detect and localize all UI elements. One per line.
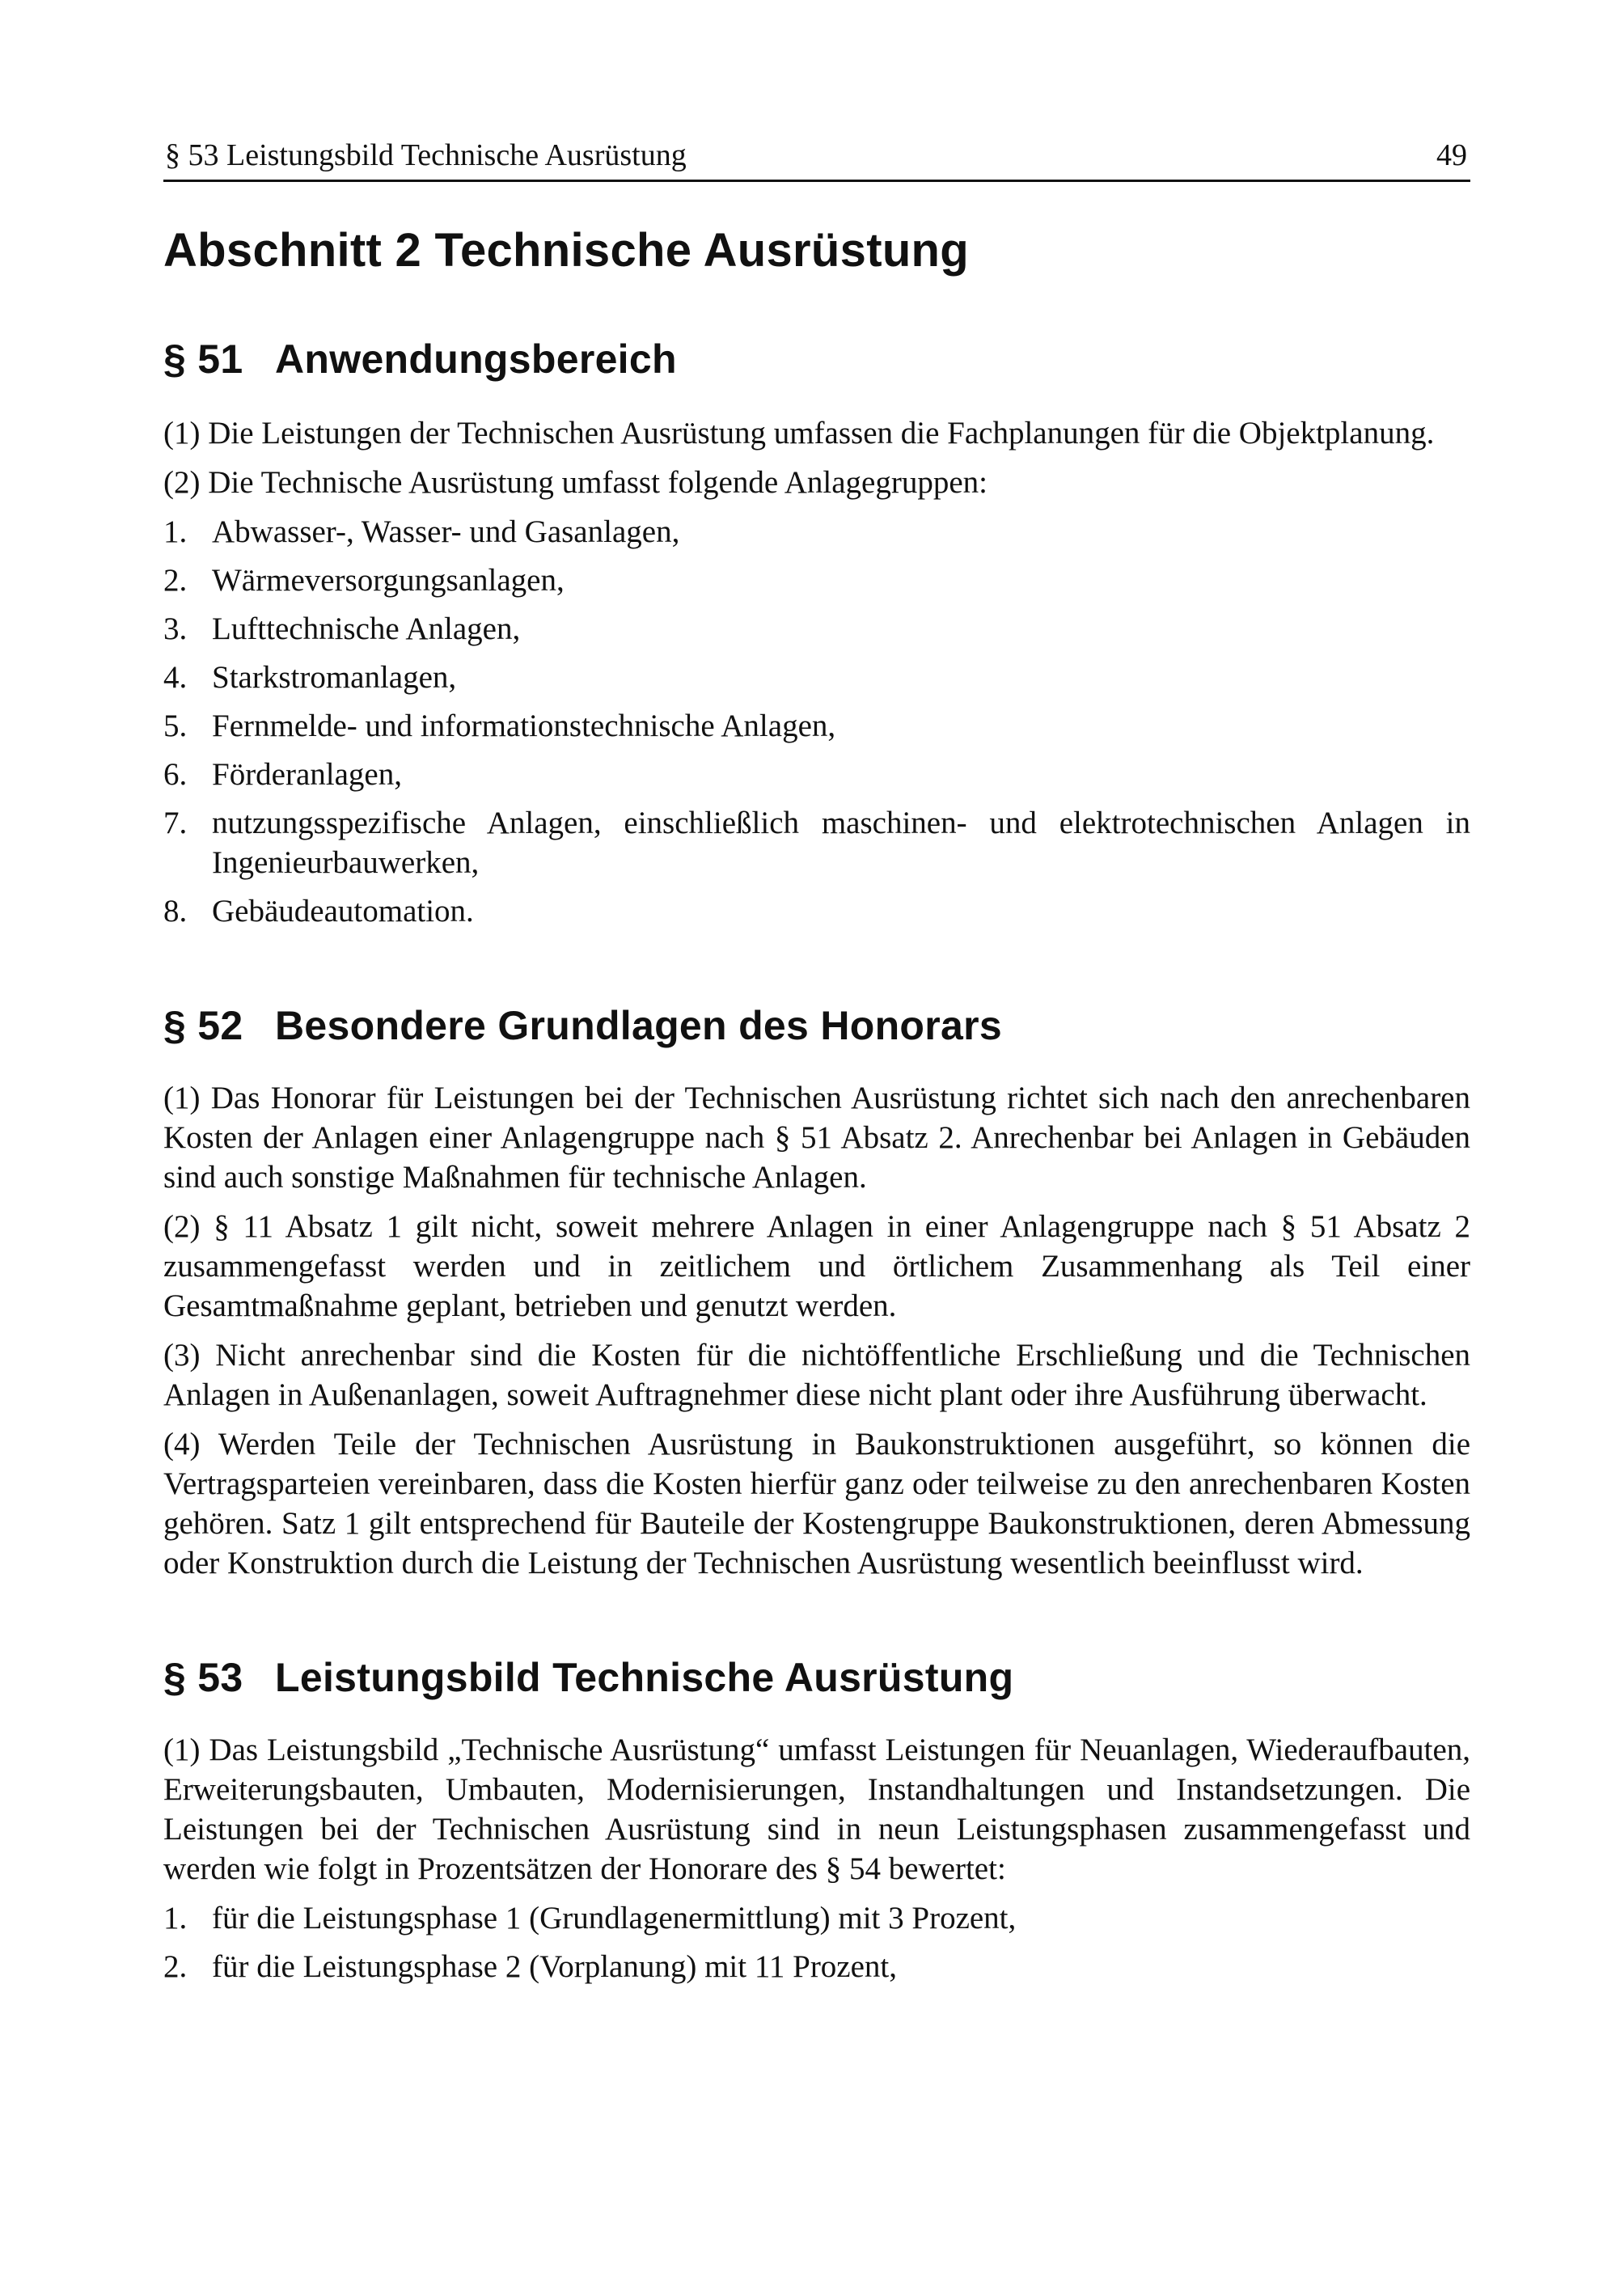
list-item-text: Wärmeversorgungsanlagen, (212, 563, 565, 598)
section-51-paragraph-2: (2) Die Technische Ausrüstung umfasst folgende Anlagegruppen: (163, 465, 988, 500)
section-52-paragraph-2: (2) § 11 Absatz 1 gilt nicht, soweit mehrere Anlagen in einer Anlagengruppe nach § 51 Absatz 2 zusammengefasst werden und in zeitlichem und örtlichem Zusammenhang als Teil einer Gesamtmaßnahme geplant, betrieben und genutzt werden. (163, 1209, 1470, 1323)
list-item-text: Gebäudeautomation. (212, 894, 474, 929)
section-52-title: Besondere Grundlagen des Honorars (275, 1003, 1002, 1048)
list-item-number: 8. (163, 894, 188, 929)
section-52-heading (163, 1001, 1470, 1051)
list-item-number: 4. (163, 660, 188, 695)
section-53-paragraph-1: (1) Das Leistungsbild „Technische Ausrüstung“ umfasst Leistungen für Neuanlagen, Wiederaufbauten, Erweiterungsbauten, Umbauten, Modernisierungen, Instandhaltungen und Instandsetzungen. Die Leistungen bei der Technischen Ausrüstung sind in neun Leistungsphasen zusammengefasst und werden wie folgt in Prozentsätzen der Honorare des § 54 bewertet: (163, 1732, 1470, 1886)
list-item-text: Fernmelde- und informationstechnische Anlagen, (212, 709, 836, 743)
document-page (163, 129, 1470, 1995)
section-53-heading (163, 1652, 1470, 1703)
list-item (163, 891, 1470, 931)
page-number: 49 (1436, 138, 1467, 172)
list-item (163, 561, 1470, 600)
list-item-number: 1. (163, 1901, 188, 1936)
list-item-text: Lufttechnische Anlagen, (212, 611, 521, 646)
section-51-title: Anwendungsbereich (275, 336, 677, 382)
list-item-number: 6. (163, 757, 188, 792)
running-header (163, 129, 1470, 182)
list-item-number: 2. (163, 1949, 188, 1984)
list-item-text: Starkstromanlagen, (212, 660, 457, 695)
chapter-title: Abschnitt 2 Technische Ausrüstung (163, 224, 970, 277)
running-header-title: § 53 Leistungsbild Technische Ausrüstung (165, 138, 687, 172)
list-item-number: 5. (163, 709, 188, 743)
section-53-list (163, 1898, 1470, 1986)
list-item-number: 3. (163, 611, 188, 646)
section-53 (163, 1652, 1470, 1986)
list-item (163, 803, 1470, 882)
section-51-heading (163, 334, 1470, 384)
list-item (163, 658, 1470, 697)
list-item-text: Abwasser-, Wasser- und Gasanlagen, (212, 514, 680, 549)
section-52-paragraph-4: (4) Werden Teile der Technischen Ausrüstung in Baukonstruktionen ausgeführt, so können die Vertragsparteien vereinbaren, dass die Kosten hierfür ganz oder teilweise zu den anrechenbaren Kosten gehören. Satz 1 gilt entsprechend für Bauteile der Kostengruppe Baukonstruktionen, deren Abmessung oder Konstruktion durch die Leistung der Technischen Ausrüstung wesentlich beeinflusst wird. (163, 1427, 1470, 1580)
section-53-title: Leistungsbild Technische Ausrüstung (275, 1655, 1014, 1700)
section-52-paragraph-3: (3) Nicht anrechenbar sind die Kosten für die nichtöffentliche Erschließung und die Technischen Anlagen in Außenanlagen, soweit Auftragnehmer diese nicht plant oder ihre Ausführung überwacht. (163, 1338, 1470, 1412)
list-item-text: für die Leistungsphase 1 (Grundlagenermittlung) mit 3 Prozent, (212, 1901, 1017, 1936)
list-item (163, 755, 1470, 794)
list-item (163, 1898, 1470, 1938)
list-item-text: für die Leistungsphase 2 (Vorplanung) mit 11 Prozent, (212, 1949, 898, 1984)
section-52-number: § 52 (163, 1003, 243, 1048)
list-item-number: 2. (163, 563, 188, 598)
section-52 (163, 1001, 1470, 1583)
list-item (163, 706, 1470, 746)
section-51-number: § 51 (163, 336, 243, 382)
list-item-text: Förderanlagen, (212, 757, 402, 792)
list-item-number: 7. (163, 806, 188, 840)
list-item-number: 1. (163, 514, 188, 549)
section-53-number: § 53 (163, 1655, 243, 1700)
list-item (163, 512, 1470, 552)
section-52-paragraph-1: (1) Das Honorar für Leistungen bei der Technischen Ausrüstung richtet sich nach den anrechenbaren Kosten der Anlagen einer Anlagengruppe nach § 51 Absatz 2. Anrechenbar bei Anlagen in Gebäuden sind auch sonstige Maßnahmen für technische Anlagen. (163, 1081, 1470, 1195)
list-item-text: nutzungsspezifische Anlagen, einschließlich maschinen- und elektrotechnischen Anlagen in Ingenieurbauwerken, (212, 806, 1470, 880)
list-item (163, 609, 1470, 649)
section-51-paragraph-1: (1) Die Leistungen der Technischen Ausrüstung umfassen die Fachplanungen für die Objektplanung. (163, 416, 1435, 451)
list-item (163, 1947, 1470, 1986)
section-51 (163, 334, 1470, 931)
section-51-list (163, 512, 1470, 931)
